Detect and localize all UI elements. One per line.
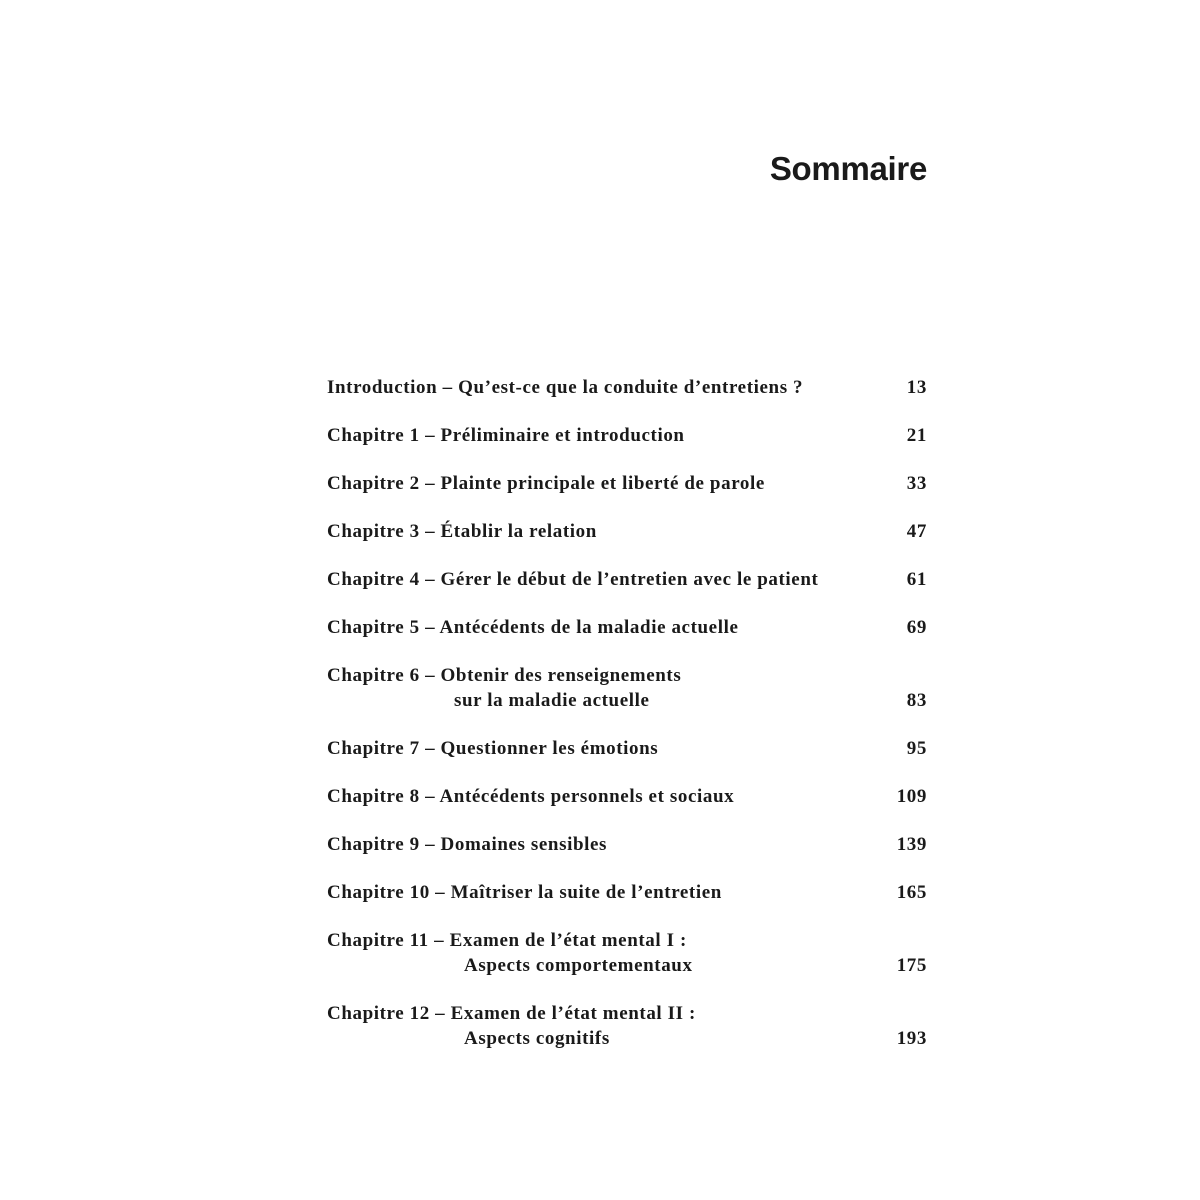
toc-entry-title-continuation: Aspects cognitifs xyxy=(464,1028,610,1049)
toc-page-number: 175 xyxy=(896,955,927,976)
toc-page-number: 83 xyxy=(906,690,927,711)
toc-entry-title: Chapitre 9 – Domaines sensibles xyxy=(327,834,608,855)
toc-entry-chapter-1 xyxy=(327,423,927,448)
toc-entry-title: Chapitre 4 – Gérer le début de l’entretien avec le patient xyxy=(327,569,819,590)
toc-page-number: 109 xyxy=(896,786,927,807)
toc-page-number: 33 xyxy=(906,473,927,494)
toc-page-number: 165 xyxy=(896,882,927,903)
toc-entry-title: Chapitre 10 – Maîtriser la suite de l’entretien xyxy=(327,882,722,903)
toc-entry-chapter-8 xyxy=(327,784,927,809)
toc-entry-chapter-6 xyxy=(327,663,927,713)
toc-entry-chapter-2 xyxy=(327,471,927,496)
toc-entry-chapter-7 xyxy=(327,736,927,761)
toc-entry-title: Chapitre 5 – Antécédents de la maladie actuelle xyxy=(327,617,739,638)
toc-page-number: 61 xyxy=(906,569,927,590)
toc-entry-chapter-9 xyxy=(327,832,927,857)
toc-page-number: 13 xyxy=(906,377,927,398)
toc-page-number: 139 xyxy=(896,834,927,855)
toc-entry-title: Chapitre 8 – Antécédents personnels et sociaux xyxy=(327,786,735,807)
toc-entry-chapter-5 xyxy=(327,615,927,640)
toc-entry-chapter-12 xyxy=(327,1001,927,1051)
toc-page-number: 21 xyxy=(906,425,927,446)
toc-entry-chapter-10 xyxy=(327,880,927,905)
toc-page-number: 47 xyxy=(906,521,927,542)
toc-entry-title: Chapitre 2 – Plainte principale et liberté de parole xyxy=(327,473,765,494)
toc-page-number: 95 xyxy=(906,738,927,759)
toc-page-number: 193 xyxy=(896,1028,927,1049)
toc-entry-title: Chapitre 12 – Examen de l’état mental II : xyxy=(327,1003,696,1024)
toc-entry-title-continuation: Aspects comportementaux xyxy=(464,955,693,976)
table-of-contents xyxy=(327,375,927,1074)
toc-entry-chapter-11 xyxy=(327,928,927,978)
toc-entry-title: Chapitre 3 – Établir la relation xyxy=(327,521,597,542)
toc-entry-title: Introduction – Qu’est-ce que la conduite d’entretiens ? xyxy=(327,377,804,398)
toc-entry-title: Chapitre 1 – Préliminaire et introduction xyxy=(327,425,685,446)
toc-entry-chapter-3 xyxy=(327,519,927,544)
toc-entry-title-continuation: sur la maladie actuelle xyxy=(454,690,650,711)
toc-entry-introduction xyxy=(327,375,927,400)
toc-entry-title: Chapitre 6 – Obtenir des renseignements xyxy=(327,665,682,686)
toc-entry-chapter-4 xyxy=(327,567,927,592)
toc-page-number: 69 xyxy=(906,617,927,638)
toc-entry-title: Chapitre 11 – Examen de l’état mental I : xyxy=(327,930,687,951)
toc-entry-title: Chapitre 7 – Questionner les émotions xyxy=(327,738,659,759)
page-title: Sommaire xyxy=(769,150,927,187)
